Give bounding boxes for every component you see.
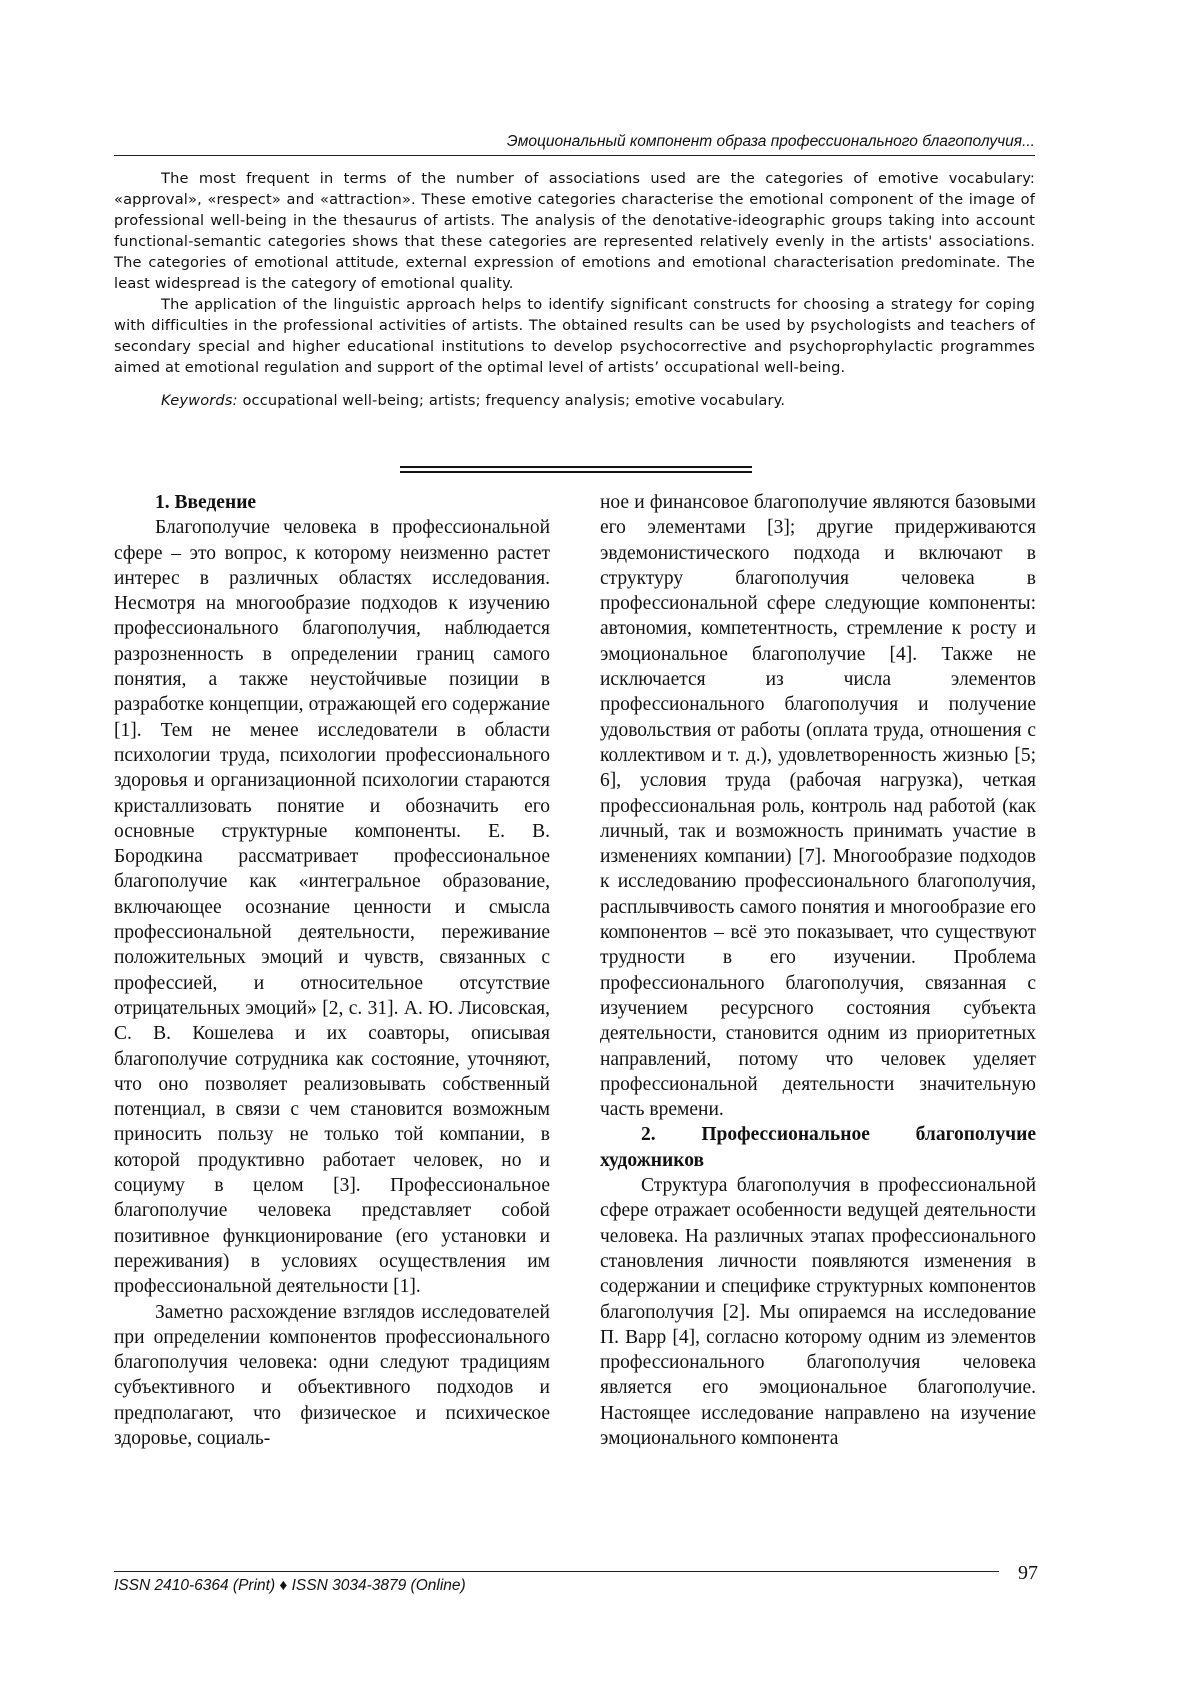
body-paragraph: Заметно расхождение взглядов исследователей при определении компонентов профессионального благополучия человека: одни следуют традициям субъективного и объективного подходов и предполагают, что физическое и психическое здоровье, социаль-	[114, 1301, 550, 1449]
abstract-paragraph: The most frequent in terms of the number of associations used are the categories of emotive vocabulary: «approval», «respect» and «attraction». These emotive categories characterise the emotional component of the image of professional well-being in the thesaurus of artists. The analysis of the denotative-ideographic groups taking into account functional-semantic categories shows that these categories are represented relatively evenly in the artists' associations. The categories of emotional attitude, external expression of emotions and emotional characterisation predominate. The least widespread is the category of emotional quality.	[114, 170, 1035, 292]
section-2-title-line2: художников	[600, 1149, 705, 1171]
footer-rule	[114, 1571, 999, 1572]
body-paragraph: Структура благополучия в профессиональной сфере отражает особенности ведущей деятельности человека. На различных этапах профессионального становления личности появляются изменения в содержании и специфике структурных компонентов благополучия [2]. Мы опираемся на исследование П. Варр [4], согласно которому одним из элементов профессионального благополучия человека является его эмоциональное благополучие. Настоящее исследование направлено на изучение эмоционального компонента	[600, 1175, 1036, 1449]
keywords-text: occupational well-being; artists; frequency analysis; emotive vocabulary.	[237, 392, 786, 409]
section-2-title	[600, 1122, 1036, 1173]
right-column	[600, 490, 1036, 1451]
section-2-title-line1: 2. Профессиональное благополучие	[641, 1124, 1036, 1146]
section-1-title: 1. Введение	[155, 492, 257, 513]
body-paragraph: ное и финансовое благополучие являются базовыми его элементами [3]; другие придерживаются эвдемонистического подхода и включают в структуру благополучия человека в профессиональной сфере следующие компоненты: автономия, компетентность, стремление к росту и эмоциональное благополучие [4]. Также не исключается из числа элементов профессионального благополучия и получение удовольствия от работы (оплата труда, отношения с коллективом и т. д.), удовлетворенность жизнью [5; 6], условия труда (рабочая нагрузка), четкая профессиональная роль, контроль над работой (как личный, так и возможность принимать участие в изменениях компании) [7]. Многообразие подходов к исследованию профессионального благополучия, расплывчивость самого понятия и многообразие его компонентов – всё это показывает, что существуют трудности в его изучении. Проблема профессионального благополучия, связанная с изучением ресурсного состояния субъекта деятельности, становится одним из приоритетных направлений, потому что человек уделяет профессиональной деятельности значительную часть времени.	[600, 492, 1036, 1121]
keywords-line	[114, 390, 1035, 411]
abstract-paragraph: The application of the linguistic approach helps to identify significant constructs for choosing a strategy for coping with difficulties in the professional activities of artists. The obtained results can be used by psychologists and teachers of secondary special and higher educational institutions to develop psychocorrective and psychoprophylactic programmes aimed at emotional regulation and support of the optimal level of artists’ occupational well-being.	[114, 296, 1035, 376]
body-paragraph: Благополучие человека в профессиональной сфере – это вопрос, к которому неизменно растет интерес в различных областях исследования. Несмотря на многообразие подходов к изучению профессионального благополучия, наблюдается разрозненность в определении границ самого понятия, а также неустойчивые позиции в разработке концепции, отражающей его содержание [1]. Тем не менее исследователи в области психологии труда, психологии профессионального здоровья и организационной психологии стараются кристаллизовать понятие и обозначить его основные структурные компоненты. Е. В. Бородкина рассматривает профессиональное благополучие как «интегральное образование, включающее осознание ценности и смысла профессиональной деятельности, переживание положительных эмоций и чувств, связанных с профессией, и относительное отсутствие отрицательных эмоций» [2, с. 31]. А. Ю. Лисовская, С. В. Кошелева и их соавторы, описывая благополучие сотрудника как состояние, уточняют, что оно позволяет реализовывать собственный потенциал, в связи с чем становится возможным приносить пользу не только той компании, в которой продуктивно работает человек, но и социуму в целом [3]. Профессиональное благополучие человека представляет собой позитивное функционирование (его установки и переживания) в условиях осуществления им профессиональной деятельности [1].	[114, 517, 550, 1298]
page-number: 97	[1018, 1562, 1038, 1584]
running-header: Эмоциональный компонент образа профессионального благополучия...	[506, 133, 1035, 150]
left-column	[114, 490, 550, 1451]
abstract	[114, 168, 1035, 411]
header-rule	[114, 155, 1035, 156]
footer-issn: ISSN 2410-6364 (Print) ♦ ISSN 3034-3879 (Online)	[114, 1577, 466, 1594]
section-divider	[400, 466, 752, 473]
keywords-label: Keywords:	[161, 392, 238, 409]
